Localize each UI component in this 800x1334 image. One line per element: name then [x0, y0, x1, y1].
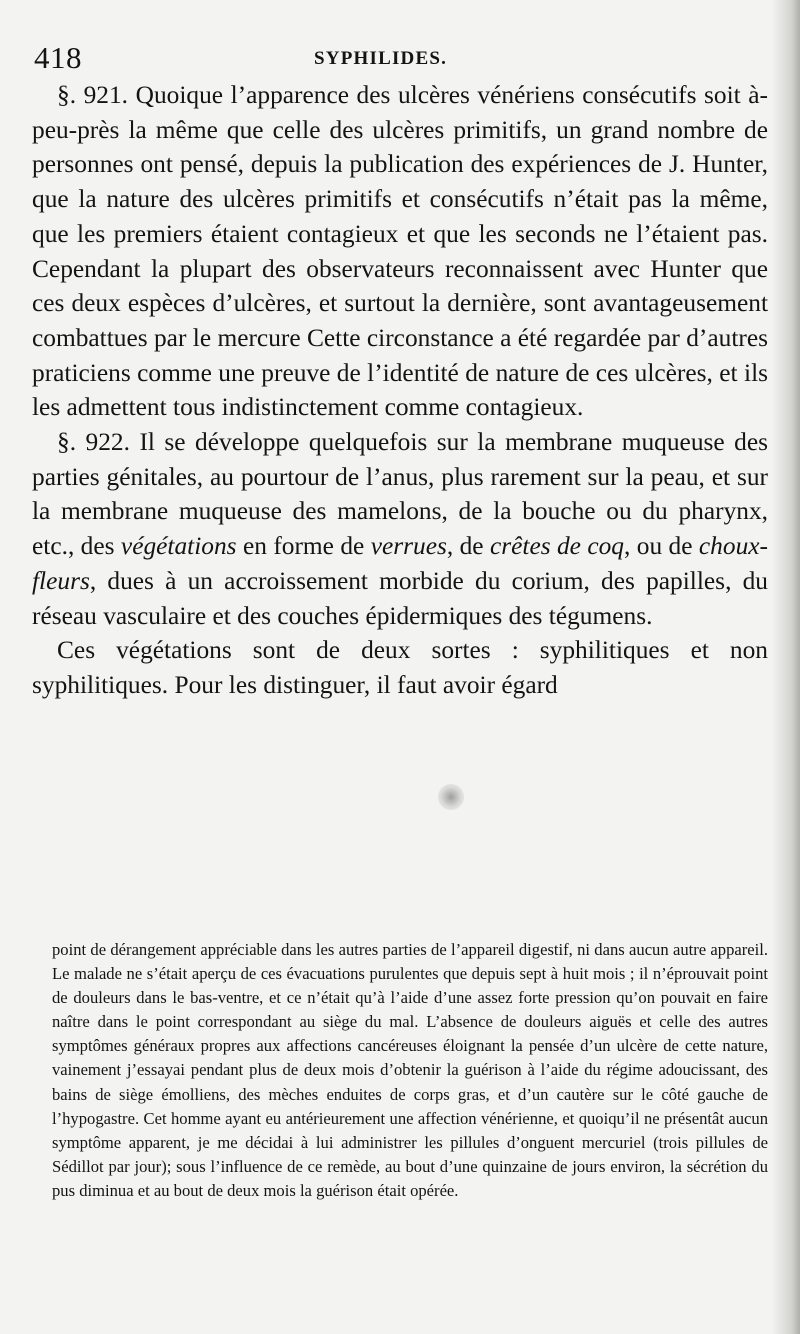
- paragraph-text: Quoique l’apparence des ulcères vénériens consécutifs soit à-peu-près la même que celle des ulcères primitifs, un grand nombre de personnes ont pensé, depuis la publication des expériences de J. Hunter, que la nature des ulcères primitifs et consécutifs n’était pas la même, que les premiers étaient contagieux et que les seconds ne l’étaient pas. Cependant la plupart des observateurs reconnaissent avec Hunter que ces deux espèces d’ulcères, et surtout la dernière, sont avantageusement combattues par le mercure Cette circonstance a été regardée par d’autres praticiens comme une preuve de l’identité de nature de ces ulcères, et ils les admettent tous indistinctement comme contagieux.: [32, 81, 768, 422]
- italic-term: choux-fleurs: [32, 532, 768, 595]
- paragraph-text: , dues à un accroissement morbide du corium, des papilles, du réseau vasculaire et des couches épidermiques des tégumens.: [32, 566, 768, 630]
- running-head: SYPHILIDES.: [314, 48, 448, 69]
- paragraph-text: Ces végétations sont de deux sortes : syphilitiques et non syphilitiques. Pour les distinguer, il faut avoir égard: [32, 636, 768, 699]
- paragraph-text: en forme de: [236, 532, 371, 561]
- footnote: [52, 938, 768, 1203]
- italic-term: crêtes de coq: [489, 532, 625, 561]
- paragraph-922: [32, 425, 768, 633]
- paragraph-921: [32, 78, 768, 425]
- page-number: 418: [34, 40, 82, 75]
- italic-term: végétations: [120, 532, 237, 561]
- main-text: [32, 78, 768, 703]
- paragraph-text: , ou de: [624, 532, 699, 561]
- footnote-text: point de dérangement appréciable dans les autres parties de l’appareil digestif, ni dans aucun autre appareil. Le malade ne s’était aperçu de ces évacuations purulentes que depuis sept à huit mois ; il n’éprouvait point de douleurs dans le bas-ventre, et ce n’était qu’à l’aide d’une assez forte pression qu’on pouvait en faire naître dans le point correspondant au siège du mal. L’absence de douleurs aiguës et celle des autres symptômes généraux propres aux affections cancéreuses éloignant la pensée d’un ulcère de cette nature, vainement j’essayai pendant plus de deux mois d’obtenir la guérison à l’aide du régime adoucissant, des bains de siège émolliens, des mèches enduites de corps gras, et d’un cautère sur le côté gauche de l’hypogastre. Cet homme ayant eu antérieurement une affection vénérienne, et quoiqu’il ne présentât aucun symptôme apparent, je me décidai à lui administrer les pillules d’onguent mercuriel (trois pillules de Sédillot par jour); sous l’influence de ce remède, au bout d’une quinzaine de jours environ, la sécrétion du pus diminua et au bout de deux mois la guérison était opérée.: [52, 940, 768, 1200]
- section-number: §. 921.: [57, 81, 129, 109]
- ink-smudge: [438, 784, 464, 810]
- page-header: [34, 40, 764, 80]
- paragraph-text: , de: [446, 532, 490, 561]
- paragraph-text: Il se développe quelquefois sur la membrane muqueuse des parties génitales, au pourtour de l’anus, plus rarement sur la peau, et sur la membrane muqueuse des mamelons, de la bouche ou du pharynx, etc., des: [32, 428, 768, 561]
- paragraph-vegetations: [32, 633, 768, 702]
- section-number: §. 922.: [57, 428, 130, 457]
- page-edge-shadow: [772, 0, 800, 1334]
- italic-term: verrues: [370, 532, 447, 561]
